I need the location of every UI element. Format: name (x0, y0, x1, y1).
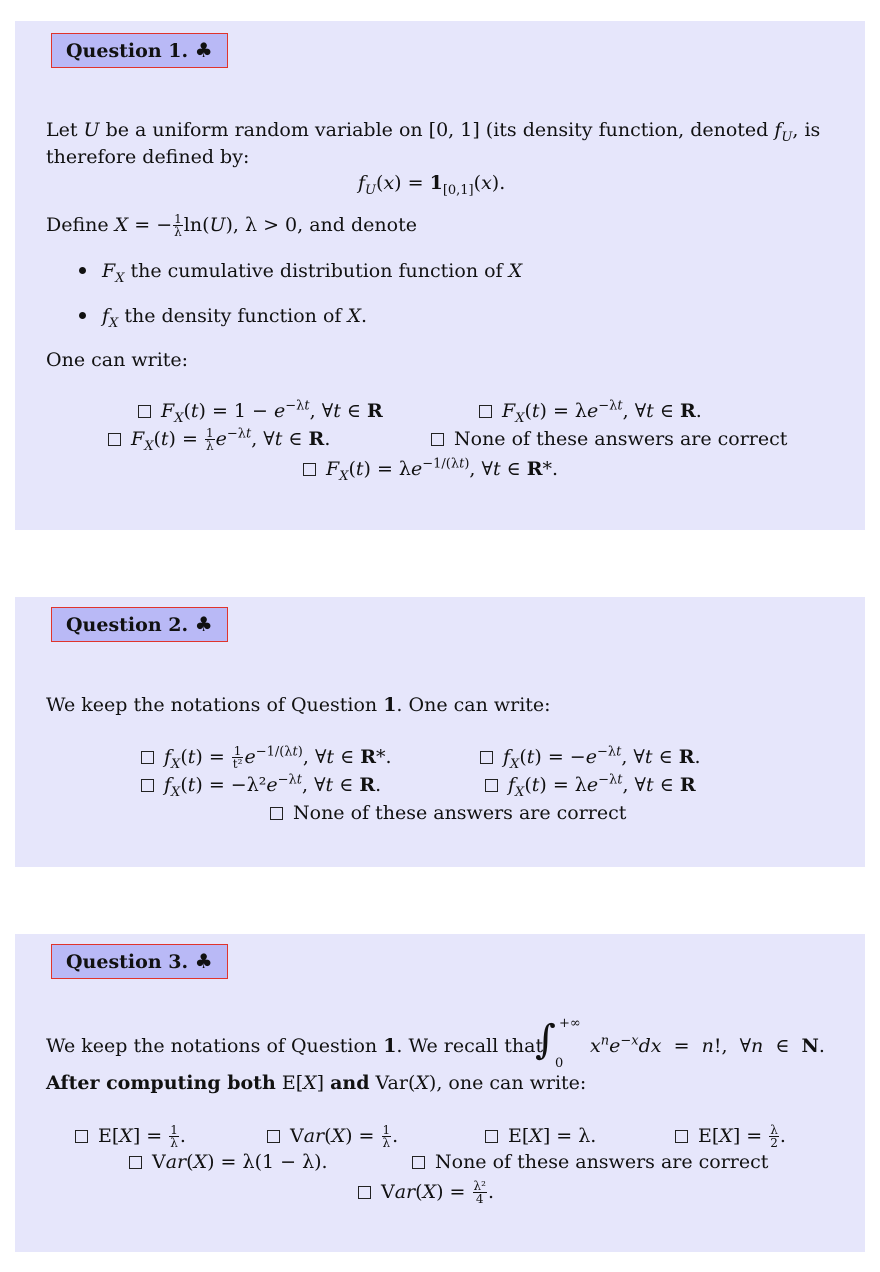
integral-upper-limit: +∞ (559, 1016, 581, 1031)
answer-text: None of these answers are correct (454, 428, 788, 450)
question-1-panel (15, 21, 865, 530)
checkbox-icon[interactable] (270, 807, 283, 820)
question-3-intro: We keep the notations of Question 1. We recall that (46, 1035, 544, 1057)
answer-option[interactable]: $f_X(t)$ = $\frac{1}{\text{t²}}$ $e^{-1/(\lambda t)}$, ∀t ∈ R*. (141, 745, 392, 770)
checkbox-icon[interactable] (675, 1130, 688, 1143)
integral-lower-limit: 0 (555, 1056, 564, 1071)
define-x-text: Define X = − $\frac{1}{\lambda}$ ln(U), λ > 0, and denote (46, 212, 417, 240)
checkbox-icon[interactable] (141, 751, 154, 764)
checkbox-icon[interactable] (431, 433, 444, 446)
answer-text: None of these answers are correct (293, 802, 627, 824)
checkbox-icon[interactable] (138, 405, 151, 418)
club-icon: ♣ (194, 949, 213, 973)
answer-option[interactable]: E[X] = $\frac{\lambda}{2}$ . (675, 1124, 786, 1149)
answer-option[interactable]: E[X] = $\frac{1}{\lambda}$ . (75, 1124, 186, 1149)
integral-expression: $x^ne^{-x}dx = n$!, ∀n ∈ N. (590, 1033, 825, 1057)
answer-option[interactable]: Var(X) = $\frac{\text{λ²}}{4}$ . (358, 1180, 494, 1205)
checkbox-icon[interactable] (141, 779, 154, 792)
question-label-text: Question 2. (66, 614, 189, 636)
answer-option[interactable]: $F_X(t) = 1 - e^{-\lambda t}$, ∀t ∈ R (138, 399, 383, 423)
question-1-label (51, 33, 228, 68)
checkbox-icon[interactable] (358, 1186, 371, 1199)
answer-option[interactable]: $f_X(t) = -e^{-\lambda t}$, ∀t ∈ R. (480, 745, 701, 769)
checkbox-icon[interactable] (303, 463, 316, 476)
checkbox-icon[interactable] (480, 751, 493, 764)
bullet-dot-icon (79, 267, 86, 274)
answer-option[interactable]: Var(X) = $\frac{1}{\lambda}$ . (267, 1124, 398, 1149)
answer-option[interactable] (412, 1150, 768, 1174)
question-label-text: Question 3. (66, 951, 189, 973)
question-2-intro: We keep the notations of Question 1. One can write: (46, 694, 551, 716)
after-computing-text: After computing both E[X] and Var(X), one can write: (46, 1072, 587, 1094)
checkbox-icon[interactable] (485, 779, 498, 792)
answer-option[interactable]: $F_X(t) = \lambda e^{-1/(\lambda t)}$, ∀t ∈ R*. (303, 457, 558, 481)
checkbox-icon[interactable] (108, 433, 121, 446)
question-2-label (51, 607, 228, 642)
bullet-pdf: $f_X$ the density function of X. (79, 303, 367, 330)
club-icon: ♣ (194, 38, 213, 62)
answer-option[interactable]: $f_X(t) = \lambda e^{-\lambda t}$, ∀t ∈ R (485, 773, 696, 797)
question-3-label (51, 944, 228, 979)
checkbox-icon[interactable] (129, 1156, 142, 1169)
checkbox-icon[interactable] (75, 1130, 88, 1143)
club-icon: ♣ (194, 612, 213, 636)
after-bold-1: After computing both (46, 1072, 276, 1094)
checkbox-icon[interactable] (485, 1130, 498, 1143)
question-1-intro: Let U be a uniform random variable on [0, 1] (its density function, denoted $f_U$, is therefore defined by: (46, 119, 821, 168)
question-label-text: Question 1. (66, 40, 189, 62)
integral-sign: ∫ (535, 1017, 556, 1063)
density-definition: $f_U(x) = 1_{[0,1]}(x)$. (358, 172, 506, 198)
answer-option[interactable] (431, 427, 787, 451)
answer-option[interactable]: E[X] = λ. (485, 1124, 596, 1148)
bullet-dot-icon (79, 312, 86, 319)
checkbox-icon[interactable] (267, 1130, 280, 1143)
answer-option[interactable]: $F_X(t) = \lambda e^{-\lambda t}$, ∀t ∈ R. (479, 399, 702, 423)
one-can-write: One can write: (46, 349, 189, 371)
after-rest: , one can write: (436, 1072, 587, 1094)
answer-option[interactable]: Var(X) = λ(1 − λ). (129, 1150, 328, 1174)
answer-text: None of these answers are correct (435, 1151, 769, 1173)
answer-option[interactable]: $F_X(t)$ = $\frac{1}{\lambda}$ $e^{-\lambda t}$, ∀t ∈ R. (108, 427, 330, 452)
answer-option[interactable]: $f_X(t) = -\lambda^2e^{-\lambda t}$, ∀t ∈ R. (141, 773, 381, 797)
answer-option[interactable] (270, 801, 626, 825)
question-3-panel (15, 934, 865, 1252)
after-bold-2: and (330, 1072, 370, 1094)
bullet-cdf: $F_X$ the cumulative distribution function of X (79, 258, 522, 285)
checkbox-icon[interactable] (479, 405, 492, 418)
checkbox-icon[interactable] (412, 1156, 425, 1169)
question-2-panel (15, 597, 865, 867)
